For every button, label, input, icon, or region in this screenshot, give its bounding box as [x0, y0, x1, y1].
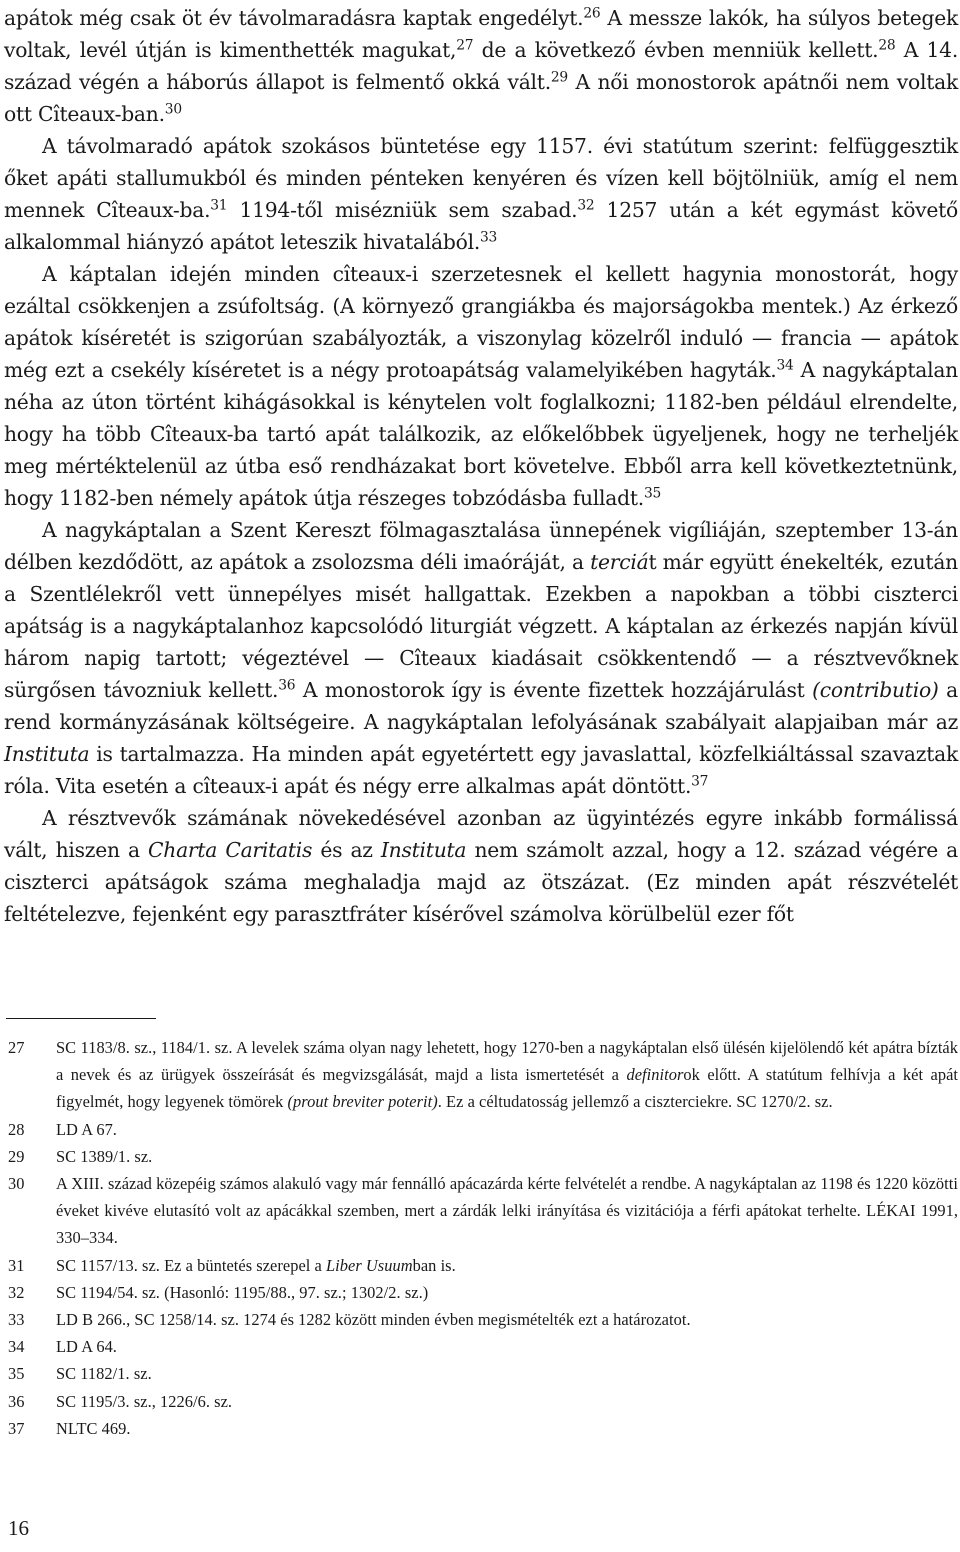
- footnote-32: [8, 1279, 958, 1306]
- footnote-text: SC 1194/54. sz. (Hasonló: 1195/88., 97. sz.; 1302/2. sz.): [56, 1282, 429, 1302]
- text-run: apátok még csak öt év távolmaradásra kaptak engedélyt.: [4, 6, 584, 30]
- footnote-27: [8, 1034, 958, 1116]
- paragraph-3: [4, 258, 958, 514]
- text-run: A monostorok így is évente fizettek hozzájárulást: [295, 678, 813, 702]
- paragraph-4: [4, 514, 958, 802]
- text-run: t: [648, 550, 657, 574]
- main-text: [4, 2, 958, 930]
- italic-title: Instituta: [380, 838, 467, 862]
- footnote-separator: [6, 1018, 156, 1019]
- text-run: de a következő évben menniük kellett.: [473, 38, 879, 62]
- italic-term: (contributio): [812, 678, 939, 702]
- footnote-29: [8, 1143, 958, 1170]
- footnotes: [8, 1034, 958, 1442]
- footnote-35: [8, 1360, 958, 1387]
- text-run: a rend kormányzásának költségeire. A nagykáptalan lefolyásának szabályait alapjaiban már az: [4, 678, 958, 734]
- footnote-text: LD A 64.: [56, 1337, 117, 1357]
- footnote-ref-34[interactable]: 34: [776, 357, 794, 374]
- italic-term: terciá: [590, 550, 649, 574]
- text-run: A női monostorok apátnői nem voltak ott Cîteaux-ban.: [4, 70, 958, 126]
- footnote-text: SC 1183/8. sz., 1184/1. sz. A levelek száma olyan nagy lehetett, hogy 1270-ben a nagykáptalan első ülésén kijelölendő két apátra bízták a nevek és az ürügyek összeírását és megvizsgálását, majd a lista ismertetését a definitorok előtt. A statútum felhívja a két apát figyelmét, hogy legyenek tömörek (prout breviter poterit). Ez a céltudatosság jellemző a ciszterciekre. SC 1270/2. sz.: [56, 1038, 959, 1112]
- text-run: A távolmaradó apátok szokásos büntetése egy 1157. évi statútum szerint: felfüggesztik őket apáti stallumukból és minden pénteken kenyéren és vízen kell böjtölniük, amíg el nem mennek Cîteaux-ba.: [4, 134, 958, 222]
- text-run: A nagykáptalan a Szent Kereszt fölmagasztalása ünnepének vigíliáján, szeptember 13-án délben kezdődött, az apátok a zsolozsma déli imaóráját, a: [4, 518, 958, 574]
- footnote-text: SC 1195/3. sz., 1226/6. sz.: [56, 1391, 233, 1411]
- footnote-31: [8, 1252, 958, 1279]
- text-run: is tartalmazza. Ha minden apát egyetértett egy javaslattal, közfelkiáltással szavaztak róla. Vita esetén a cîteaux-i apát és négy erre alkalmas apát döntött.: [4, 742, 958, 798]
- footnote-33: [8, 1306, 958, 1333]
- text-run: 1194-től misézniük sem szabad.: [227, 198, 578, 222]
- italic-title: Charta Caritatis: [148, 838, 313, 862]
- text-run: A résztvevők számának növekedésével azonban az ügyintézés egyre inkább formálissá vált, hiszen a: [4, 806, 958, 862]
- footnote-ref-36[interactable]: 36: [278, 677, 296, 694]
- footnote-36: [8, 1388, 958, 1415]
- footnote-number: 33: [8, 1310, 25, 1330]
- footnote-text: A XIII. század közepéig számos alakuló vagy már fennálló apácazárda kérte felvételét a rendbe. A nagykáptalan az 1198 és 1220 közötti éveket kivéve elutasító volt az apácákkal szemben, mert a zárdák lelki irányítása és vizitációja a férfi apátokat terhelte. LÉKAI 1991, 330–334.: [56, 1174, 958, 1248]
- footnote-ref-29[interactable]: 29: [550, 69, 568, 86]
- footnote-number: 32: [8, 1282, 25, 1302]
- footnote-ref-37[interactable]: 37: [691, 773, 709, 790]
- text-run: már együtt énekelték, ezután a Szentlélekről vett ünnepélyes misét hallgattak. Ezekben a napokban a többi ciszterci apátság is a nagykáptalanhoz kapcsolódó liturgiát végzett. A káptalan az érkezés napján kívül három napig tartott; végeztével — Cîteaux kiadásait csökkentendő — a résztvevőknek sürgősen távozniuk kellett.: [4, 550, 958, 702]
- footnote-text: SC 1157/13. sz. Ez a büntetés szerepel a Liber Usuumban is.: [56, 1255, 456, 1275]
- footnote-ref-35[interactable]: 35: [643, 485, 662, 502]
- footnote-28: [8, 1116, 958, 1143]
- footnote-number: 30: [8, 1174, 25, 1194]
- paragraph-5: [4, 802, 958, 930]
- footnote-number: 34: [8, 1337, 25, 1357]
- footnote-34: [8, 1333, 958, 1360]
- footnote-text: SC 1389/1. sz.: [56, 1146, 153, 1166]
- text-run: A 14. század végén a háborús állapot is felmentő okká vált.: [4, 38, 959, 94]
- text-run: A messze lakók, ha súlyos betegek voltak, levél útján is kimenthették magukat,: [4, 6, 959, 62]
- footnote-37: [8, 1415, 958, 1442]
- footnote-ref-32[interactable]: 32: [577, 197, 595, 214]
- paragraph-2: [4, 130, 958, 258]
- text-run: A káptalan idején minden cîteaux-i szerzetesnek el kellett hagynia monostorát, hogy ezáltal csökkenjen a zsúfoltság. (A környező grangiákba és majorságokba mentek.) Az érkező apátok kíséretét is szigorúan szabályozták, a viszonylag közelről induló — francia — apátok még ezt a csekély kíséretet is a négy protoapátság valamelyikében hagyták.: [4, 262, 958, 382]
- text-run: A nagykáptalan néha az úton történt kihágásokkal is kénytelen volt foglalkozni; 1182-ben például elrendelte, hogy ha több Cîteaux-ba tartó apát találkozik, az előkelőbbek ügyeljenek, hogy ne terheljék meg mértéktelenül az útba eső rendházakat bort követelve. Ebből arra kell következtetnünk, hogy 1182-ben némely apátok útja részeges tobzódásba fulladt.: [4, 358, 958, 510]
- footnote-ref-31[interactable]: 31: [210, 197, 228, 214]
- footnote-number: 27: [8, 1038, 25, 1057]
- footnote-text: SC 1182/1. sz.: [56, 1364, 152, 1384]
- paragraph-1: [4, 2, 958, 130]
- text-run: és az: [312, 838, 381, 862]
- footnote-number: 28: [8, 1119, 25, 1139]
- footnote-number: 31: [8, 1255, 25, 1275]
- footnote-text: LD A 67.: [56, 1119, 117, 1139]
- footnote-number: 35: [8, 1364, 25, 1384]
- footnote-text: LD B 266., SC 1258/14. sz. 1274 és 1282 között minden évben megismételték ezt a határozatot.: [56, 1310, 691, 1330]
- footnote-ref-30[interactable]: 30: [164, 101, 182, 118]
- text-run: nem számolt azzal, hogy a 12. század végére a ciszterci apátságok száma meghaladja majd az ötszázat. (Ez minden apát részvételét feltételezve, fejenként egy parasztfráter kísérővel számolva körülbelül ezer főt: [4, 838, 959, 926]
- footnote-ref-27[interactable]: 27: [456, 37, 474, 54]
- footnote-30: [8, 1170, 958, 1252]
- italic-title: Instituta: [4, 742, 90, 766]
- page-number: 16: [8, 1516, 29, 1540]
- footnote-number: 36: [8, 1391, 25, 1411]
- footnote-ref-26[interactable]: 26: [583, 5, 601, 22]
- text-run: 1257 után a két egymást követő alkalommal hiányzó apátot leteszik hivatalából.: [4, 198, 958, 254]
- footnote-ref-28[interactable]: 28: [878, 37, 896, 54]
- footnote-number: 29: [8, 1146, 25, 1166]
- footnote-ref-33[interactable]: 33: [480, 229, 498, 246]
- footnote-number: 37: [8, 1418, 25, 1438]
- footnote-text: NLTC 469.: [56, 1418, 131, 1438]
